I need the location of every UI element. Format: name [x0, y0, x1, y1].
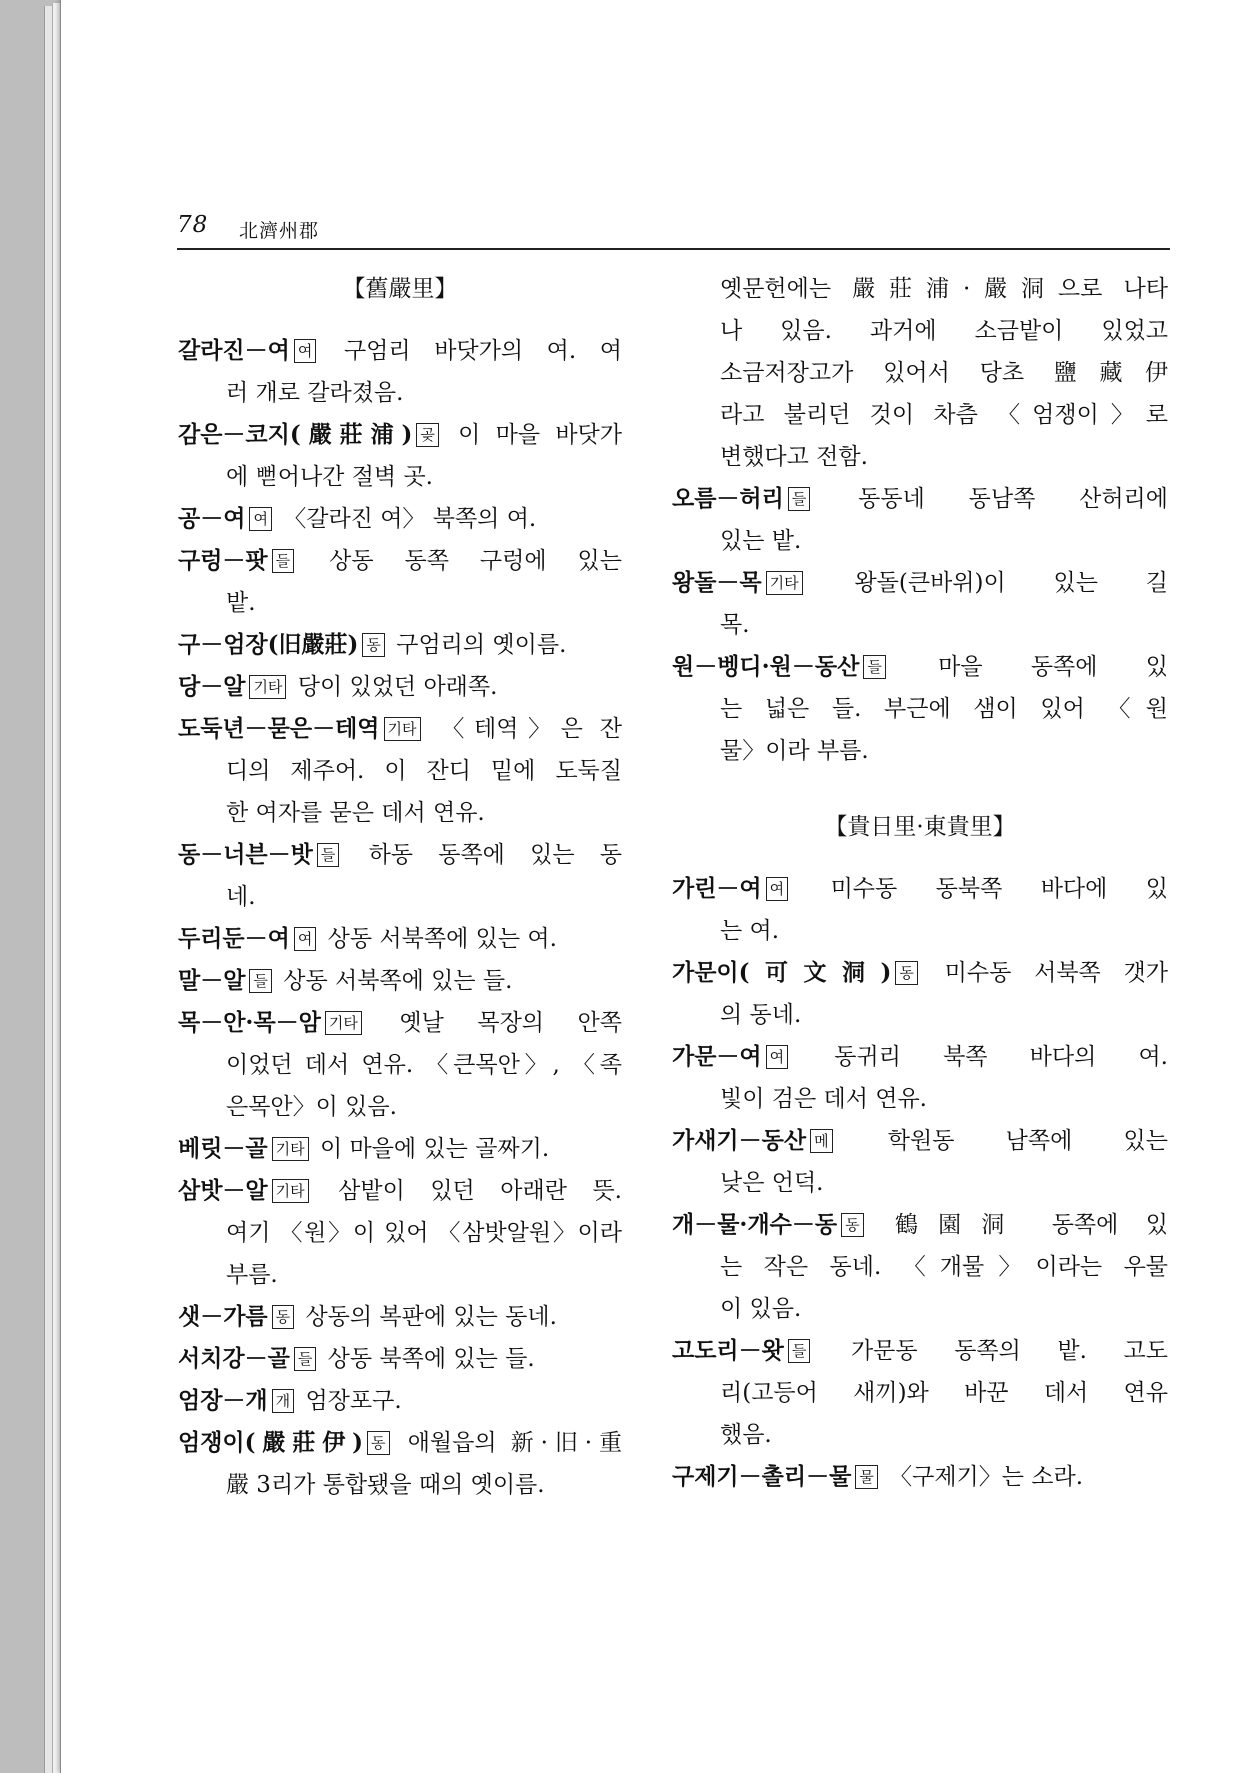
entry-text: 는 여. — [720, 918, 780, 944]
entry-text: 동동네 동남쪽 산허리에 — [814, 486, 1168, 512]
category-box: 동 — [895, 961, 918, 985]
entry-term: 구제기－촐리－물 — [672, 1463, 852, 1490]
category-box: 들 — [863, 655, 886, 679]
entry-text: 는 작은 동네. 〈개물〉이라는 우물 — [720, 1254, 1168, 1280]
entry-term: 왕돌－목 — [672, 569, 762, 596]
entry-term: 샛－가름 — [178, 1303, 268, 1330]
page-header — [177, 210, 1170, 250]
right-top-line-2 — [672, 352, 1168, 394]
entry-term: 당－알 — [178, 673, 246, 700]
entry-text: 라고 불리던 것이 차츰 〈엄쟁이〉로 — [720, 402, 1168, 428]
entry-text: 상동 동쪽 구렁에 있는 — [298, 548, 622, 574]
entry-text: 미수동 서북쪽 갯가 — [921, 960, 1168, 986]
left-line-10 — [178, 750, 622, 792]
left-line-5 — [178, 540, 622, 582]
right-top-line-11 — [672, 730, 1168, 772]
entry-text: 왕돌(큰바위)이 있는 길 — [806, 570, 1168, 596]
category-box: 기타 — [766, 571, 803, 595]
entry-text: 상동 북쪽에 있는 들. — [320, 1346, 535, 1372]
left-line-20 — [178, 1170, 622, 1212]
right-bottom-line-9 — [672, 1246, 1168, 1288]
entry-text: 하동 동쪽에 있는 동 — [343, 842, 622, 868]
entry-text: 鶴園洞 동쪽에 있 — [867, 1212, 1168, 1238]
entry-term: 서치강－골 — [178, 1345, 290, 1372]
entry-text: 변했다고 전함. — [720, 444, 868, 470]
right-top-line-0 — [672, 268, 1168, 310]
entry-term: 가린－여 — [672, 875, 762, 902]
left-line-13 — [178, 876, 622, 918]
entry-term: 원－벵디·원－동산 — [672, 653, 860, 680]
entry-text: 는 넓은 들. 부근에 샘이 있어 〈원 — [720, 696, 1168, 722]
right-top-line-3 — [672, 394, 1168, 436]
entry-term: 오름－허리 — [672, 485, 784, 512]
entry-text: 의 동네. — [720, 1002, 802, 1028]
entry-text: 소금저장고가 있어서 당초 鹽藏伊 — [720, 360, 1168, 386]
entry-term: 갈라진－여 — [178, 337, 290, 364]
entry-text: 가문동 동쪽의 밭. 고도 — [814, 1338, 1168, 1364]
entry-term: 목－안·목－암 — [178, 1009, 321, 1036]
left-line-26 — [178, 1422, 622, 1464]
right-top-line-8 — [672, 604, 1168, 646]
left-line-11 — [178, 792, 622, 834]
category-box: 여 — [766, 877, 789, 901]
entry-term: 구렁－팟 — [178, 547, 268, 574]
left-line-19 — [178, 1128, 622, 1170]
left-line-1 — [178, 372, 622, 414]
category-box: 들 — [294, 1347, 317, 1371]
right-bottom-line-4 — [672, 1036, 1168, 1078]
left-line-3 — [178, 456, 622, 498]
entry-text: 목. — [720, 612, 750, 638]
entry-text: 나 있음. 과거에 소금밭이 있었고 — [720, 318, 1168, 344]
category-box: 여 — [766, 1045, 789, 1069]
entry-text: 러 개로 갈라졌음. — [226, 380, 404, 406]
category-box: 물 — [855, 1465, 878, 1489]
entry-text: 했음. — [720, 1422, 772, 1448]
entry-text: 이었던 데서 연유. 〈큰목안〉, 〈족 — [226, 1052, 622, 1078]
entry-term: 가새기－동산 — [672, 1127, 807, 1154]
entry-text: 에 뻗어나간 절벽 곳. — [226, 464, 433, 490]
right-bottom-line-5 — [672, 1078, 1168, 1120]
category-box: 들 — [317, 843, 340, 867]
entry-text: 상동 서북쪽에 있는 들. — [275, 968, 513, 994]
left-line-15 — [178, 960, 622, 1002]
left-line-22 — [178, 1254, 622, 1296]
entry-term: 공－여 — [178, 505, 246, 532]
left-line-4 — [178, 498, 622, 540]
entry-text: 리(고등어 새끼)와 바꾼 데서 연유 — [720, 1380, 1168, 1406]
right-bottom-line-14 — [672, 1456, 1168, 1498]
left-line-23 — [178, 1296, 622, 1338]
entry-text: 낮은 언덕. — [720, 1170, 824, 1196]
entry-term: 가문이(可文洞) — [672, 959, 892, 986]
entry-text: 〈구제기〉는 소라. — [881, 1464, 1084, 1490]
category-box: 기타 — [272, 1179, 309, 1203]
entry-text: 있는 밭. — [720, 528, 802, 554]
category-box: 동 — [272, 1305, 295, 1329]
entry-term: 엄장－개 — [178, 1387, 268, 1414]
category-box: 여 — [294, 927, 317, 951]
right-top-line-10 — [672, 688, 1168, 730]
entry-text: 밭. — [226, 590, 256, 616]
entry-text: 구엄리 바닷가의 여. 여 — [320, 338, 622, 364]
entry-term: 고도리－왓 — [672, 1337, 784, 1364]
right-bottom-line-10 — [672, 1288, 1168, 1330]
left-line-21 — [178, 1212, 622, 1254]
entry-text: 옛문헌에는 嚴莊浦·嚴洞으로 나타 — [720, 276, 1168, 302]
left-line-16 — [178, 1002, 622, 1044]
right-entries-continued — [672, 268, 1168, 772]
entry-term: 감은－코지(嚴莊浦) — [178, 421, 413, 448]
right-bottom-line-0 — [672, 868, 1168, 910]
left-line-0 — [178, 330, 622, 372]
entry-text: 애월읍의 新·旧·重 — [393, 1430, 622, 1456]
entry-text: 구엄리의 옛이름. — [388, 632, 567, 658]
section-heading-gwiil-ri: 【貴日里·東貴里】 — [824, 814, 1016, 840]
entry-text: 당이 있었던 아래쪽. — [290, 674, 498, 700]
entry-text: 엄장포구. — [298, 1388, 402, 1414]
right-top-line-6 — [672, 520, 1168, 562]
left-line-17 — [178, 1044, 622, 1086]
left-entries — [178, 330, 622, 1506]
entry-text: 빛이 검은 데서 연유. — [720, 1086, 927, 1112]
section-heading-guem-ri: 【舊嚴里】 — [342, 276, 458, 302]
right-bottom-line-11 — [672, 1330, 1168, 1372]
right-bottom-line-12 — [672, 1372, 1168, 1414]
entry-text: 은목안〉이 있음. — [226, 1094, 397, 1120]
entry-text: 동귀리 북쪽 바다의 여. — [792, 1044, 1168, 1070]
category-box: 동 — [841, 1213, 864, 1237]
entry-text: 〈갈라진 여〉 북쪽의 여. — [275, 506, 537, 532]
right-bottom-line-6 — [672, 1120, 1168, 1162]
entry-text: 이 마을 바닷가 — [442, 422, 622, 448]
entry-text: 마을 동쪽에 있 — [889, 654, 1168, 680]
right-top-line-4 — [672, 436, 1168, 478]
right-top-line-5 — [672, 478, 1168, 520]
left-line-24 — [178, 1338, 622, 1380]
entry-text: 嚴 3리가 통합됐을 때의 옛이름. — [226, 1472, 545, 1498]
right-bottom-line-13 — [672, 1414, 1168, 1456]
left-line-2 — [178, 414, 622, 456]
entry-text: 네. — [226, 884, 256, 910]
category-box: 들 — [788, 1339, 811, 1363]
entry-term: 도둑년－묻은－테역 — [178, 715, 380, 742]
entry-text: 미수동 동북쪽 바다에 있 — [792, 876, 1168, 902]
left-line-7 — [178, 624, 622, 666]
entry-term: 가문－여 — [672, 1043, 762, 1070]
left-line-25 — [178, 1380, 622, 1422]
category-box: 기타 — [325, 1011, 362, 1035]
category-box: 동 — [367, 1431, 390, 1455]
left-line-14 — [178, 918, 622, 960]
right-bottom-line-1 — [672, 910, 1168, 952]
entry-text: 상동의 복판에 있는 동네. — [298, 1304, 557, 1330]
entry-term: 개－물·개수－동 — [672, 1211, 838, 1238]
entry-term: 베릿－골 — [178, 1135, 268, 1162]
entry-term: 두리둔－여 — [178, 925, 290, 952]
right-top-line-9 — [672, 646, 1168, 688]
right-bottom-line-8 — [672, 1204, 1168, 1246]
category-box: 여 — [294, 339, 317, 363]
entry-text: 이 마을에 있는 골짜기. — [312, 1136, 550, 1162]
entry-term: 엄쟁이(嚴莊伊) — [178, 1429, 363, 1456]
category-box: 곶 — [416, 423, 439, 447]
right-bottom-line-2 — [672, 952, 1168, 994]
left-line-18 — [178, 1086, 622, 1128]
entry-term: 구－엄장(旧嚴莊) — [178, 631, 359, 658]
left-line-12 — [178, 834, 622, 876]
entry-text: 여기 〈원〉이 있어 〈삼밧알원〉이라 — [226, 1220, 622, 1246]
category-box: 들 — [788, 487, 811, 511]
entry-term: 동－너븐－밧 — [178, 841, 313, 868]
left-line-9 — [178, 708, 622, 750]
entry-text: 학원동 남쪽에 있는 — [836, 1128, 1168, 1154]
category-box: 메 — [810, 1129, 833, 1153]
entry-text: 옛날 목장의 안쪽 — [365, 1010, 622, 1036]
entry-text: 디의 제주어. 이 잔디 밑에 도둑질 — [226, 758, 622, 784]
entry-text: 이 있음. — [720, 1296, 802, 1322]
entry-text: 〈테역〉은 잔 — [424, 716, 622, 742]
entry-term: 말－알 — [178, 967, 246, 994]
entry-text: 한 여자를 묻은 데서 연유. — [226, 800, 485, 826]
category-box: 기타 — [384, 717, 421, 741]
left-column — [178, 268, 622, 1506]
left-line-8 — [178, 666, 622, 708]
left-line-27 — [178, 1464, 622, 1506]
category-box: 들 — [249, 969, 272, 993]
page-number: 78 — [177, 212, 209, 238]
right-bottom-line-7 — [672, 1162, 1168, 1204]
running-title: 北濟州郡 — [239, 220, 320, 242]
entry-text: 상동 서북쪽에 있는 여. — [320, 926, 557, 952]
right-entries — [672, 868, 1168, 1498]
category-box: 들 — [272, 549, 295, 573]
right-column — [672, 268, 1168, 1498]
category-box: 기타 — [272, 1137, 309, 1161]
entry-text: 물〉이라 부름. — [720, 738, 869, 764]
category-box: 여 — [249, 507, 272, 531]
entry-text: 부름. — [226, 1262, 278, 1288]
section-gap — [672, 772, 1168, 806]
category-box: 기타 — [249, 675, 286, 699]
category-box: 개 — [272, 1389, 295, 1413]
left-line-6 — [178, 582, 622, 624]
category-box: 동 — [362, 633, 385, 657]
right-bottom-line-3 — [672, 994, 1168, 1036]
right-top-line-1 — [672, 310, 1168, 352]
right-top-line-7 — [672, 562, 1168, 604]
entry-term: 삼밧－알 — [178, 1177, 268, 1204]
entry-text: 삼밭이 있던 아래란 뜻. — [312, 1178, 622, 1204]
